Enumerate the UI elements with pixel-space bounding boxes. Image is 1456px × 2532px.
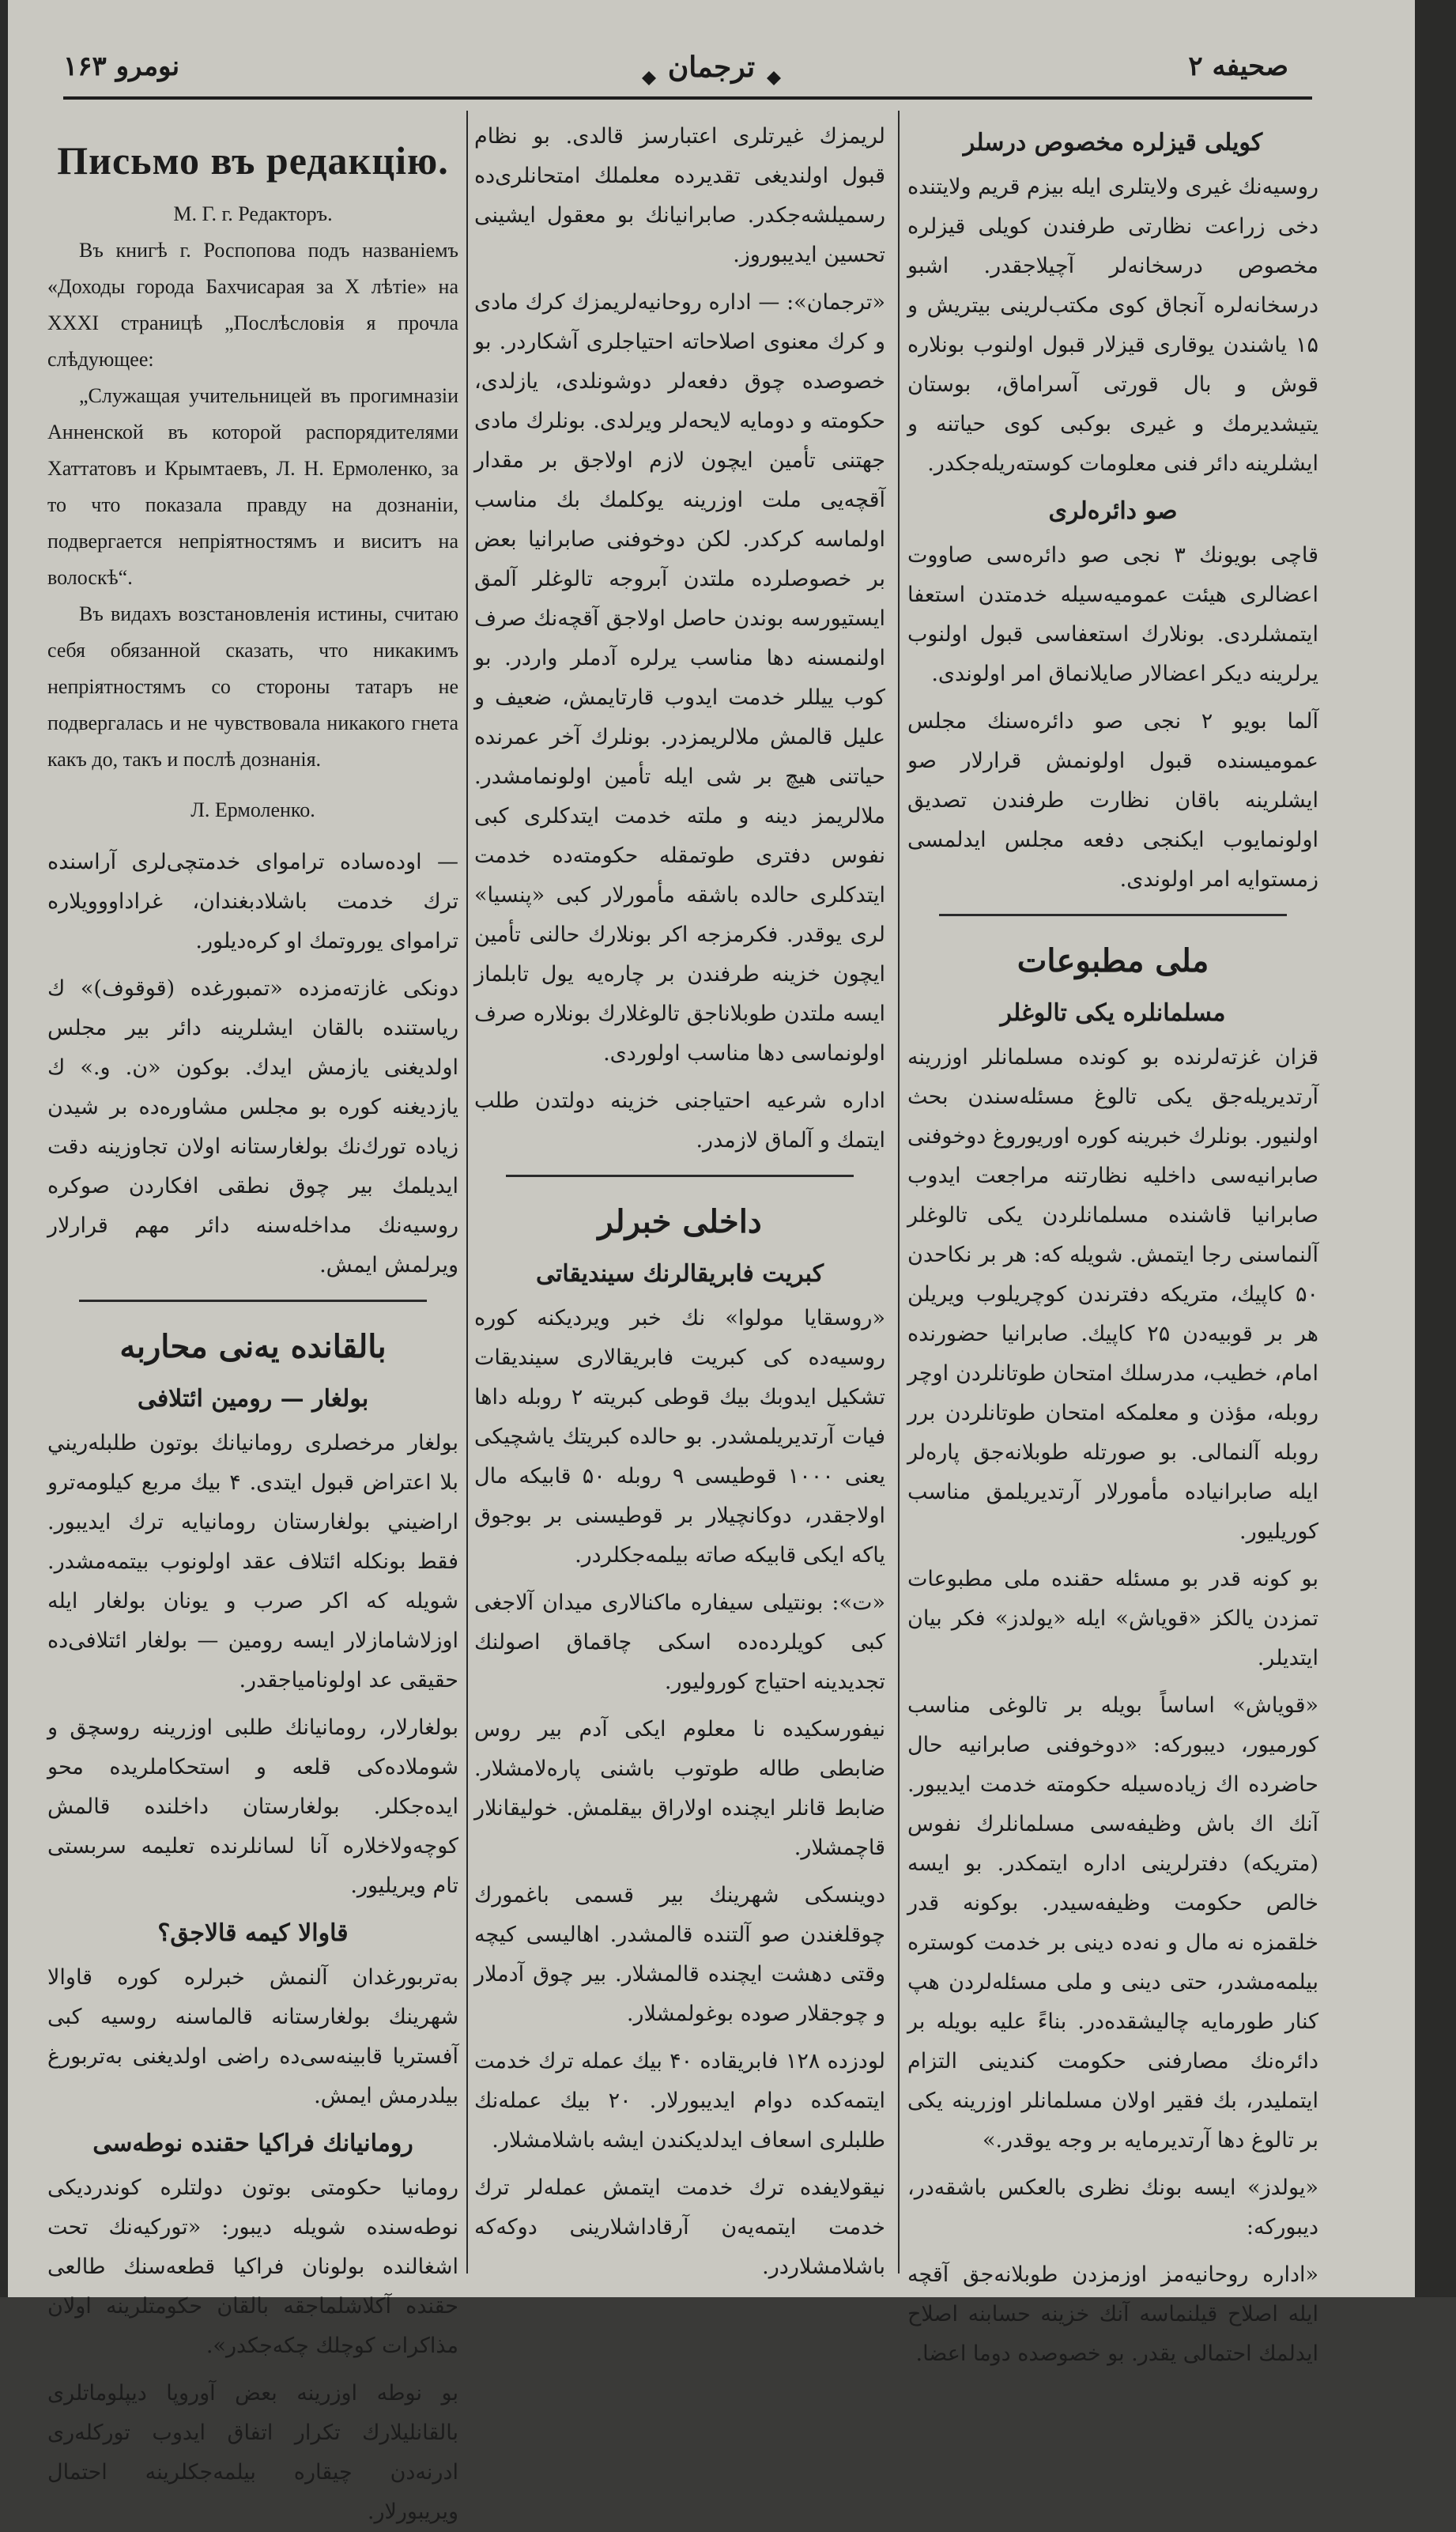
letter-salutation: М. Г. г. Редакторъ. — [173, 202, 333, 225]
paper-name-text: ترجمان — [667, 51, 756, 84]
news-paragraph: «روسقايا مولوا» نك خبر ويرديكنه كوره روسيه‌ده كى كبريت فابريقالارى سينديقات تشكيل ايدوبك بيك قوطى كبريته ۲ روبله داها فيات آرتديريلمشدر. بو حالده كبريتك ياشچيكى يعنى ۱۰۰۰ قوطيسى ۹ روبله ۵۰ قابيكه مال اولاجقدر، دوكانچيلار بر قوطيسنى بر بوجوق ياكه ايكى قابيكه صاته بيلمه‌جكلردر. — [474, 1306, 886, 1568]
news-paragraph: قزان غزته‌لرنده بو كونده مسلمانلر اوزرينه آرتديريله‌جق يكى تالوغ مسئله‌سندن بحث اولنيور. بونلرك خبرينه كوره اوريوروغ دوخوفنى صابرانيه‌سى داخليه نظارتنه مراجعت ايدوب صابرانيا قاشنده مسلمانلردن يكى تالوغلر آلنماسنى رجا ايتمش. شويله كه: هر بر نكاحدن ۵۰ كاپيك، متريكه دفترندن كوچريلوب ويريلن هر بر قوبيه‌دن ۲۵ كاپيك. صابرانيا حضورنده امام، خطيب، مدرسلك امتحان طوتانلردن اوچر روبله، مؤذن و معلمكه امتحان طوتانلردن برر روبله آلنمالى. بو صورتله طوبلانه‌جق پارەلر ايله صابرانياده مأمورلار آرتديريلمق مناسب كوريليور. — [907, 1045, 1318, 1544]
news-paragraph: روسيه‌نك غيرى ولايتلرى ايله بيزم قريم ولايتنده دخى زراعت نظارتى طرفندن كويلى قيزلره مخصوص درسخانه‌لر آچيلاجقدر. اشبو درسخانه‌لره آنجاق كوى مكتب‌لرينى بيتريش و ۱۵ ياشندن يوقارى قيزلار قبول اولنوب بونلاره قوش و بال قورتى آسراماق، بوستان يتيشديرمك و غيرى بوكبى كوى حياتنه و ايشلرينه دائر فنى معلومات كوسته‌ريله‌جكدر. — [907, 175, 1318, 476]
news-paragraph: نيقولايفده ترك خدمت ايتمش عمله‌لر ترك خدمت ايتمه‌يەن آرقاداشلارينى دوكه‌كه باشلامشلاردر. — [474, 2175, 885, 2279]
divider — [939, 914, 1287, 916]
news-paragraph: بەتربورغدان آلنمش خبرلره كوره قاوالا شهرينك بولغارستانه قالماسنه روسيه كبى آفستريا قابينه‌سى‌ده راضى اولديغنى بەتربورغ بيلدرمش ايمش. — [47, 1965, 458, 2108]
article-heading: بولغار — رومين ائتلافى — [137, 1385, 369, 1413]
news-paragraph: دونكى غازته‌مزده «تمبورغده (قوقوف)» ك رياستنده بالقان ايشلرينه دائر بير مجلس اولديغنى يازمش ايدك. بوكون «ن. و.» ك يازديغنه كوره بو مجلس مشاوره‌ده بر شيدن زياده تورك‌نك بولغارستانه اولان تجاوزينه دقت ايديلمك بير چوق نطقى افكاردن صوكره روسيه‌نك مداخله‌سنه دائر مهم قرارلار ويرلمش ايمش. — [47, 976, 458, 1277]
news-paragraph: «قوياش» اساساً بويله بر تالوغى مناسب كورميور، ديبوركه: «دوخوفنى صابرانيه حال حاضرده اك زياده‌سيله حكومته خدمت ايديبور. آنك اك باش وظيفه‌سى مسلمانلرك نفوس (متريكه) دفترلرينى اداره ايتمكدر. بو ايسه خالص حكومت وظيفه‌سيدر. بوكونه قدر خلقمزه نه مال و نه‌ده دينى بر خدمت كوستره بيلمه‌مشدر، حتى دينى و ملى مسئله‌لردن هپ كنار طورمايه چاليشقده‌در. بناءً عليه بويله بر دائره‌نك مصارفنى حكومت كندينى التزام ايتمليدر، بك فقير اولان مسلمانلر اوزرينه يكى بر تالوغ دها آرتديرمايه بر وجه يوقدر.» — [907, 1693, 1318, 2153]
news-paragraph: «اداره روحانيه‌مز اوزمزدن طوبلانه‌جق آقچه ايله اصلاح قيلنماسه آنك خزينه حسابنه اصلاح ايدلمك احتمالى يقدر. بو خصوصده دوما اعضا. — [907, 2262, 1318, 2366]
divider — [506, 1175, 854, 1177]
page-number: صحيفه ۲ — [1188, 51, 1288, 82]
section-heading: بالقانده يەنى محاربه — [119, 1328, 387, 1365]
letter-paragraph: Въ видахъ возстановленія истины, считаю себя обязанной сказать, что никакимъ непріятностямъ со стороны татаръ не подвергалась и не чувствовала никакого гнета какъ до, такъ и послѣ дознанія. — [47, 602, 458, 771]
page-edge — [0, 0, 8, 2297]
news-paragraph: بولغارلار، رومانيانك طلبى اوزرينه روسچق و شوملاده‌كى قلعه و استحكاملريده محو ايده‌جكلر. بولغارستان داخلنده قالمش كوچه‌ولاخلاره آنا لسانلرنده تعليمه سربستى تام ويريليور. — [47, 1715, 458, 1898]
letter-paragraph: „Служащая учительницей въ прогимназіи Анненской въ которой распорядителями Хаттатовъ и Крымтаевъ, Л. Н. Ермоленко, за то что показала правду на дознаніи, подвергается непріятностямъ и виситъ на волоскѣ“. — [47, 384, 458, 589]
ornament-icon — [640, 61, 658, 78]
news-paragraph: نيفورسكيده نا معلوم ايكى آدم بير روس ضابطى طاله طوتوب باشنى پارەلامشلار. ضابط قانلر ايچنده اولاراق بيقلمش. خوليقانلار قاچمشلار. — [474, 1717, 885, 1860]
issue-number: نومرو ۱۶۳ — [63, 51, 180, 82]
letter-paragraph: Въ книгѣ г. Роспопова подъ названіемъ «Доходы города Бахчисарая за Х лѣтіе» на XXXI страницѣ „Послѣсловія я прочла слѣдующее: — [47, 239, 458, 371]
page-header — [32, 46, 1312, 101]
news-paragraph: بو كونه قدر بو مسئله حقنده ملى مطبوعات تمزدن يالكز «قوياش» ايله «يولدز» فكر بيان ايتديلر. — [907, 1567, 1318, 1670]
news-paragraph: بو نوطه اوزرينه بعض آوروپا ديپلوماتلرى بالقانليلارك تكرار اتفاق ايدوب توركله‌رى ادرنه‌دن چيقاره بيلمه‌جكلرينه احتمال ويريبورلار. — [47, 2381, 458, 2524]
section-heading: داخلى خبرلر — [598, 1203, 762, 1240]
news-paragraph: بولغار مرخصلرى رومانيانك بوتون طلبلەريني بلا اعتراض قبول ايتدى. ۴ بيك مربع كيلومەترو اراضيني بولغارستان رومانيايه ترك ايديبور. فقط بونكله ائتلاف عقد اولونوب بيتمه‌مشدر. شويله كه اكر صرب و يونان بولغار ايله اوزلاشامازلار ايسه رومين — بولغار ائتلافى‌ده حقيقى عد اولونامياجقدر. — [47, 1431, 459, 1692]
ornament-icon — [765, 61, 783, 78]
article-heading: قاوالا كيمه قالاجق؟ — [157, 1919, 349, 1947]
column-middle — [474, 117, 886, 2279]
column-rule — [898, 111, 900, 2274]
section-heading: ملى مطبوعات — [1017, 942, 1209, 979]
news-paragraph: دوينسكى شهرينك بير قسمى باغمورك چوقلغندن صو آلتنده قالمشدر. اهاليسى كيچه وقتى دهشت ايچنده قالمشلار. بير چوق آدملار و چوجقلار صوده بوغولمشلار. — [474, 1883, 885, 2026]
article-heading: صو دائره‌لرى — [1048, 497, 1178, 525]
article-heading: رومانيانك فراكيا حقنده نوطه‌سى — [92, 2130, 413, 2157]
column-right — [907, 117, 1319, 2366]
news-paragraph: «يولدز» ايسه بونك نظرى بالعكس باشقه‌در، ديبوركه: — [907, 2175, 1318, 2240]
news-paragraph: — اودەساده ترامواى خدمتچى‌لرى آراسنده ترك خدمت باشلادبغندان، غراداووويلاره ترامواى يوروتمك او كرەديلور. — [47, 850, 458, 953]
header-rule — [63, 96, 1312, 100]
letter-signature: Л. Ермоленко. — [190, 798, 315, 821]
page-edge — [1415, 0, 1456, 2297]
divider — [79, 1300, 427, 1302]
news-paragraph: لريمزك غيرتلرى اعتبارسز قالدى. بو نظام قبول اولنديغى تقديرده معلملك امتحانلرى‌ده رسميلشه‌جكدر. صابرانيانك بو معقول ايشينى تحسين ايديبوروز. — [474, 124, 885, 267]
news-paragraph: اداره شرعيه احتياجنى خزينه دولتدن طلب ايتمك و آلماق لازمدر. — [474, 1089, 885, 1153]
letter-title: Письмо въ редакцію. — [57, 138, 449, 183]
article-heading: كويلى قيزلره مخصوص درسلر — [963, 129, 1263, 157]
article-heading: مسلمانلره يكى تالوغلر — [1000, 999, 1226, 1027]
news-paragraph: «ترجمان»: — اداره روحانيه‌لريمزك كرك مادى و كرك معنوى اصلاحاته احتياجلرى آشكاردر. بو خصوصده چوق دفعه‌لر دوشونلدى، يازلدى، حكومته و دومايه لايحه‌لر ويرلدى. بونلرك مادى جهتنى تأمين ايچون لازم اولاجق بر مقدار آقچه‌يى ملت اوزرينه يوكلمك بك مناسب اولماسه كركدر. لكن دوخوفنى صابرانيا بعض بر خصوصلرده ملتدن آبروجه تالوغلر آلمق ايستيورسه بوندن حاصل اولاجق آقچه‌نك صرف اولنمسنه دها مناسب يرلره آدملر واردر. بو كوب ييللر خدمت ايدوب قارتايمش، ضعيف و عليل قالمش ملالريمزدر. بونلرك آخر عمرنده حياتنى هيچ بر شى ايله تأمين اولونمامشدر. ملالريمز دينه و ملته خدمت ايتدكلرى كبى نفوس دفترى طوتمقله حكومته‌ده خدمت ايتدكلرى حالده باشقه مأمورلار كبى «پنسيا» لرى يوقدر. فكرمزجه اكر بونلارك حالنى تأمين ايچون خزينه طرفندن بر چاره‌يه يول تابلماز ايسه ملتدن طوبلاناجق تالوغلارك بونلاره صرف اولونماسى دها مناسب اولوردى. — [474, 290, 885, 1066]
news-paragraph: قاچى بويونك ۳ نجى صو دائره‌سى صاووت اعضالرى هيئت عموميه‌سيله خدمتدن استعفا ايتمشلردى. بونلارك استعفاسى قبول اولنوب يرلرينه ديكر اعضالار صايلانماق امر اولوندى. — [907, 543, 1318, 686]
column-rule — [466, 111, 468, 2274]
article-heading: كبريت فابريقالرنك سينديقاتى — [536, 1260, 824, 1288]
news-paragraph: رومانيا حكومتى بوتون دولتلره كوندرديكى نوطه‌سنده شويله ديبور: «توركيه‌نك تحت اشغالنده بولونان فراكيا قطعه‌سنك طالعى حقنده آكلاشلماجقه بالقان حكومتلرينه اولان مذاكرات كوچلك چكه‌جكدر». — [47, 2175, 458, 2358]
paper-name — [601, 51, 822, 84]
news-paragraph: «ت»: بونتيلى سيفاره ماكنالارى ميدان آلاجغى كبى كويلرده‌ده اسكى چاقماق اصولنك تجديدينه احتياج كوروليور. — [474, 1591, 885, 1694]
news-paragraph: آلما بويو ۲ نجى صو دائره‌سنك مجلس عموميسنده قبول اولونمش قرارلار صو ايشلرينه باقان نظارت طرفندن تصديق اولونمايوب ايكنجى دفعه مجلس ايدلمسى زمستوايه امر اولوندى. — [907, 709, 1319, 892]
column-left — [47, 117, 459, 2524]
news-paragraph: لودزده ۱۲۸ فابريقاده ۴۰ بيك عمله ترك خدمت ايتمه‌كده دوام ايديبورلار. ۲۰ بيك عمله‌نك طلبلرى اسعاف ايدلديكندن ايشه باشلامشلار. — [474, 2049, 886, 2153]
